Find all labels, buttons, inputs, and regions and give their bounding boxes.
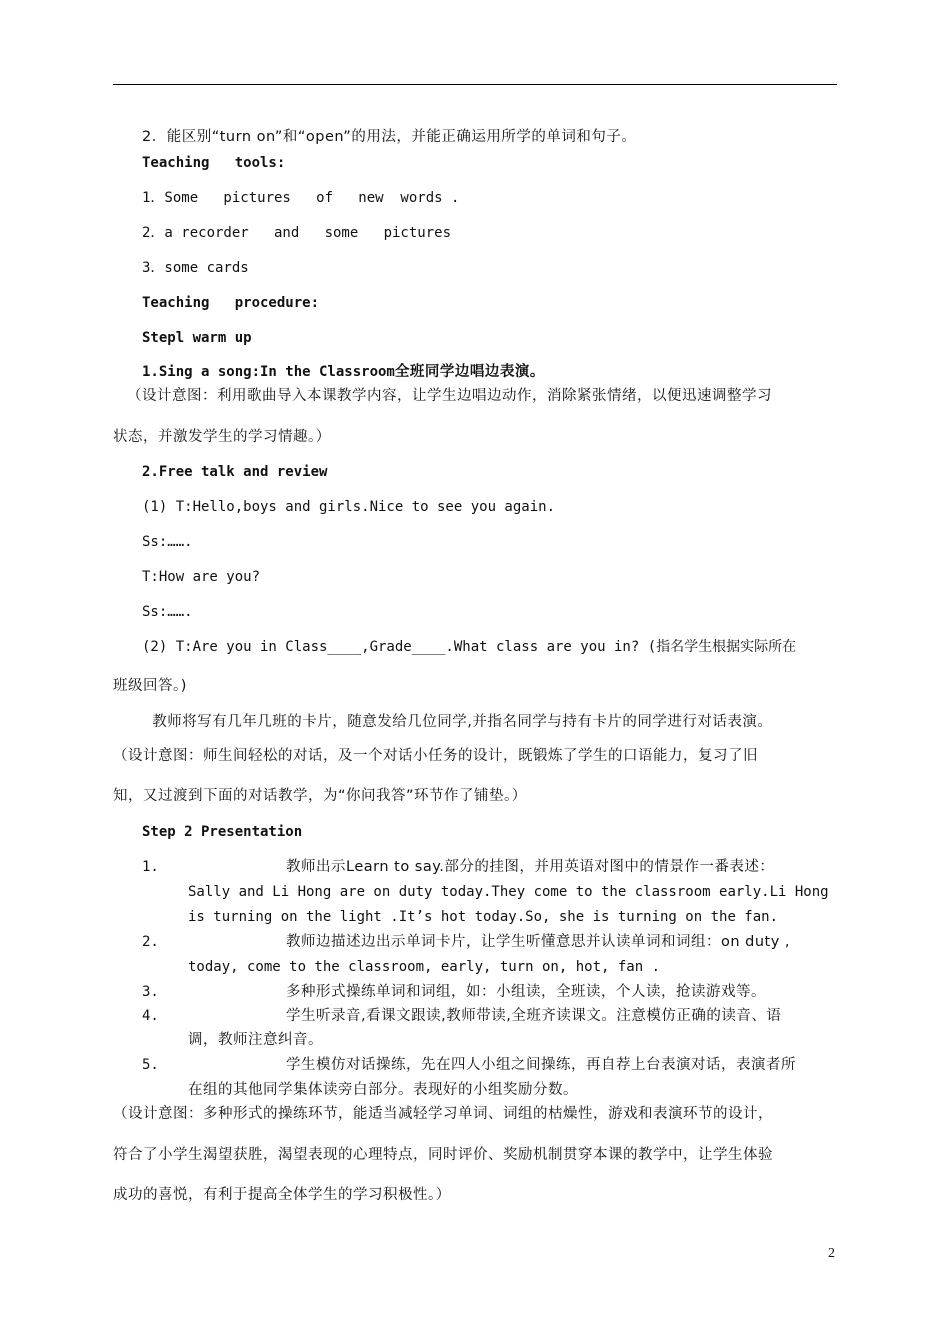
design-note-1-line2: 状态，并激发学生的学习情趣。） bbox=[113, 429, 331, 445]
step2-item-5-line1: 学生模仿对话操练，先在四人小组之间操练，再自荐上台表演对话，表演者所 bbox=[286, 1057, 796, 1073]
step2-item-4-line1: 学生听录音,看课文跟读,教师带读,全班齐读课文。注意模仿正确的读音、语 bbox=[286, 1008, 782, 1024]
dialog-line-3: T:How are you? bbox=[142, 569, 261, 585]
dialog-line-5: (2) T:Are you in Class____,Grade____.What class are you in? (指名学生根据实际所在 bbox=[142, 639, 797, 655]
tools-item-3: 3．some cards bbox=[142, 260, 249, 276]
dialog-line-1: (1) T:Hello,boys and girls.Nice to see you again. bbox=[142, 499, 556, 515]
step2-item-1-line2: Sally and Li Hong are on duty today.They come to the classroom early.Li Hong bbox=[188, 884, 829, 900]
step2-item-1-line3: is turning on the light .It’s hot today.So, she is turning on the fan. bbox=[188, 909, 779, 925]
song-activity: 全班同学边唱边表演。 bbox=[394, 364, 545, 380]
tools-heading: Teaching tools: bbox=[142, 155, 286, 171]
design-note-2-line2: 知，又过渡到下面的对话教学，为“你问我答”环节作了铺垫。） bbox=[113, 788, 527, 804]
objective-item-2: 2．能区别“turn on”和“open”的用法，并能正确运用所学的单词和句子。 bbox=[142, 129, 637, 145]
design-note-2-line1: （设计意图：师生间轻松的对话，及一个对话小任务的设计，既锻炼了学生的口语能力，复习了旧 bbox=[113, 748, 758, 764]
step2-item-2-line1: 教师边描述边出示单词卡片，让学生听懂意思并认读单词和词组：on duty , bbox=[286, 934, 791, 950]
step2-item-1-number: 1. bbox=[142, 859, 159, 875]
step2-item-5-line2: 在组的其他同学集体读旁白部分。表现好的小组奖励分数。 bbox=[188, 1082, 578, 1098]
step1-item-1 bbox=[142, 362, 545, 382]
design-note-3-line3: 成功的喜悦，有利于提高全体学生的学习积极性。） bbox=[113, 1187, 451, 1203]
step2-item-4-line2: 调，教师注意纠音。 bbox=[188, 1032, 323, 1048]
step2-item-1-line1: 教师出示Learn to say.部分的挂图，并用英语对图中的情景作一番表述： bbox=[286, 859, 775, 875]
step2-item-3-line1: 多种形式操练单词和词组，如：小组读，全班读，个人读，抢读游戏等。 bbox=[286, 984, 766, 1000]
teacher-card-paragraph: 教师将写有几年几班的卡片，随意发给几位同学,并指名同学与持有卡片的同学进行对话表演。 bbox=[142, 714, 773, 730]
step2-item-2-line2: today, come to the classroom, early, turn on, hot, fan . bbox=[188, 959, 661, 975]
step2-item-3-number: 3. bbox=[142, 984, 159, 1000]
tools-item-1: 1．Some pictures of new words . bbox=[142, 190, 460, 206]
design-note-3-line1: （设计意图：多种形式的操练环节，能适当减轻学习单词、词组的枯燥性，游戏和表演环节的设计， bbox=[113, 1106, 773, 1122]
song-title: 1.Sing a song:In the Classroom bbox=[142, 364, 395, 380]
step2-heading: Step 2 Presentation bbox=[142, 824, 303, 840]
page-number: 2 bbox=[828, 1246, 835, 1261]
step1-heading: Stepl warm up bbox=[142, 330, 252, 346]
design-note-1-line1: （设计意图：利用歌曲导入本课教学内容，让学生边唱边动作，消除紧张情绪，以便迅速调整学习 bbox=[127, 388, 772, 404]
dialog-line-4: Ss:……. bbox=[142, 604, 193, 620]
step2-item-2-number: 2. bbox=[142, 934, 159, 950]
step1-item-2: 2.Free talk and review bbox=[142, 464, 328, 480]
dialog-line-2: Ss:……. bbox=[142, 534, 193, 550]
tools-item-2: 2．a recorder and some pictures bbox=[142, 225, 452, 241]
procedure-heading: Teaching procedure: bbox=[142, 295, 320, 311]
design-note-3-line2: 符合了小学生渴望获胜，渴望表现的心理特点，同时评价、奖励机制贯穿本课的教学中，让学生体验 bbox=[113, 1147, 773, 1163]
header-rule bbox=[113, 84, 837, 85]
dialog-line-5-cont: 班级回答。) bbox=[113, 678, 187, 694]
step2-item-4-number: 4. bbox=[142, 1008, 159, 1024]
step2-item-5-number: 5. bbox=[142, 1057, 159, 1073]
